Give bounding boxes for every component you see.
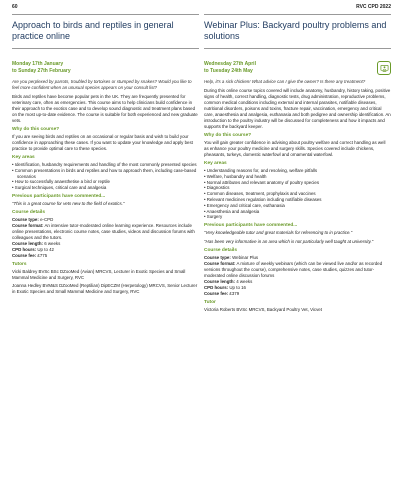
key-areas-heading: Key areas bbox=[12, 155, 35, 160]
tutor-entry: Joanna Hedley BVM&S DZooMed (Reptilian) DipECZM (Herpetology) MRCVS, Senior Lecturer in Exotic Species and Small Mammal Medicine and Surgery, RVC bbox=[12, 282, 198, 294]
list-item: • Emergency and critical care, euthanasia bbox=[204, 203, 391, 209]
list-item: • Identification, husbandry requirements and handling of the most commonly presented species bbox=[12, 162, 199, 168]
list-item: • Welfare, husbandry and health bbox=[204, 174, 391, 180]
participant-quote: "Has been very informative in an area which is not particularly well taught at university." bbox=[204, 239, 374, 245]
page-number: 60 bbox=[12, 4, 18, 10]
start-date: Wednesday 27th April bbox=[204, 61, 256, 67]
body-text: During this online course topics covered will include anatomy, husbandry, history taking, positive signs of health, correct handling, diagnostic tests, drug administration, reproductive problems, common medical conditions including external and internal parasites, notifiable diseases, nutritional disorders, poisons and toxins, fracture repair, vaccination, emergency and critical care, anaesthesia and analgesia, euthanasia and both pedigree and ownership identification. An introduction to the poultry industry will be discussed for completeness and how it impacts and supports the backyard keeper. bbox=[204, 88, 391, 129]
top-rule bbox=[12, 14, 199, 15]
course-title: Approach to birds and reptiles in general practice online bbox=[12, 20, 199, 49]
cpd-hours: CPD hours: Up to 42 bbox=[12, 246, 54, 252]
list-item: • How to successfully anaesthetise a bird or reptile bbox=[12, 179, 199, 185]
why-text: You will gain greater confidence in advising about poultry welfare and correct handling as well as enhance your poultry medicine and surgery skills. Species covered include chickens, pheasants, turkeys, domestic waterfowl and ornamental waterfowl. bbox=[204, 140, 386, 157]
course-length: Course length: 6 weeks bbox=[12, 240, 61, 246]
list-item: • Surgical techniques, critical care and analgesia bbox=[12, 185, 199, 191]
why-heading: Why do this course? bbox=[12, 127, 60, 132]
course-fee: Course fee: £379 bbox=[204, 291, 240, 297]
list-item: • Surgery bbox=[204, 214, 391, 220]
course-dates bbox=[204, 61, 256, 74]
intro-text: Help, it's a sick chicken! What advice can I give the owner? Is there any treatment? bbox=[204, 79, 366, 84]
key-areas-list bbox=[12, 162, 199, 191]
list-item: • Common presentations in birds and reptiles and how to approach them, including case-based scenarios bbox=[12, 168, 199, 180]
dates-row bbox=[204, 61, 391, 79]
previous-participants-heading: Previous participants have commented... bbox=[204, 223, 298, 229]
list-item: • Anaesthesia and analgesia bbox=[204, 209, 391, 215]
course-column-birds-reptiles bbox=[12, 14, 199, 297]
key-areas-heading: Key areas bbox=[204, 161, 227, 166]
list-item: • Diagnostics bbox=[204, 185, 391, 191]
course-format: Course format: An intensive tutor-moderated online learning experience. Resources include online presentations, electronic course notes, case studies, videos and discussion forums with colleagues and the tutors. bbox=[12, 222, 195, 240]
participant-quote: "This is a great course for vets new to the field of exotics." bbox=[12, 200, 125, 206]
participant-quote: "Very knowledgeable tutor and great materials for referencing to in practice." bbox=[204, 230, 353, 236]
end-date: to Tuesday 24th May bbox=[204, 67, 253, 74]
course-column-backyard-poultry bbox=[204, 14, 391, 315]
key-areas-list bbox=[204, 168, 391, 220]
tutor-heading: Tutor bbox=[204, 300, 216, 306]
intro-text: Are you perplexed by parrots, troubled by tortoises or stumped by snakes? Would you like to feel more confident when an unusual species appears on your consult list? bbox=[12, 79, 192, 90]
course-type: Course type: e-CPD bbox=[12, 216, 54, 222]
list-item: • Common diseases, treatment, prophylaxis and vaccines bbox=[204, 191, 391, 197]
start-date: Monday 17th January bbox=[12, 61, 64, 67]
course-fee: Course fee: £775 bbox=[12, 252, 48, 258]
webinar-icon bbox=[377, 61, 391, 75]
cpd-hours: CPD hours: Up to 16 bbox=[204, 285, 246, 291]
publication-title: RVC CPD 2022 bbox=[356, 4, 391, 10]
course-title: Webinar Plus: Backyard poultry problems and solutions bbox=[204, 20, 391, 49]
tutors-heading: Tutors bbox=[12, 261, 27, 267]
course-length: Course length: 4 weeks bbox=[204, 279, 253, 285]
webinar-glyph-icon bbox=[380, 64, 389, 73]
course-type: Course type: Webinar Plus bbox=[204, 255, 259, 261]
course-details-heading: Course details bbox=[204, 248, 238, 254]
why-text: If you are seeing birds and reptiles on an occasional or regular basis and wish to build your confidence in approaching these cases. If you want to update your knowledge and apply best practice to provide optimal care to these species. bbox=[12, 134, 193, 151]
list-item: • Normal attributes and relevant anatomy of poultry species bbox=[204, 180, 391, 186]
list-item: • Relevant medicines regulation including notifiable diseases bbox=[204, 197, 391, 203]
tutor-entry: Victoria Roberts BVSc MRCVS, Backyard Poultry Vet, Vicvet bbox=[204, 307, 322, 313]
why-heading: Why do this course? bbox=[204, 133, 252, 138]
course-dates bbox=[12, 61, 199, 74]
body-text: Birds and reptiles have become popular pets in the UK. They are frequently presented for veterinary care, often as emergencies. This course aims to help clinicians build confidence in their approach to the exotics case and to develop sound diagnostic and treatment plans based on the most up-to-date evidence. The course is suitable for both experienced and new graduate vets. bbox=[12, 94, 198, 123]
tutor-entry: Vicki Baldrey BVSc BSc DZooMed (Avian) MRCVS, Lecturer in Exotic Species and Small Mammal Medicine and Surgery, RVC bbox=[12, 268, 186, 280]
end-date: to Sunday 27th February bbox=[12, 67, 71, 74]
top-rule bbox=[204, 14, 391, 15]
course-format: Course format: A mixture of weekly webinars (which can be viewed live and/or as recorded versions throughout the course), comprehensive notes, case studies, quizzes and tutor-moderated online discussion forums bbox=[204, 261, 383, 279]
list-item: • Understanding reasons for, and resolving, welfare pitfalls bbox=[204, 168, 391, 174]
course-details-heading: Course details bbox=[12, 209, 46, 215]
previous-participants-heading: Previous participants have commented... bbox=[12, 193, 106, 199]
